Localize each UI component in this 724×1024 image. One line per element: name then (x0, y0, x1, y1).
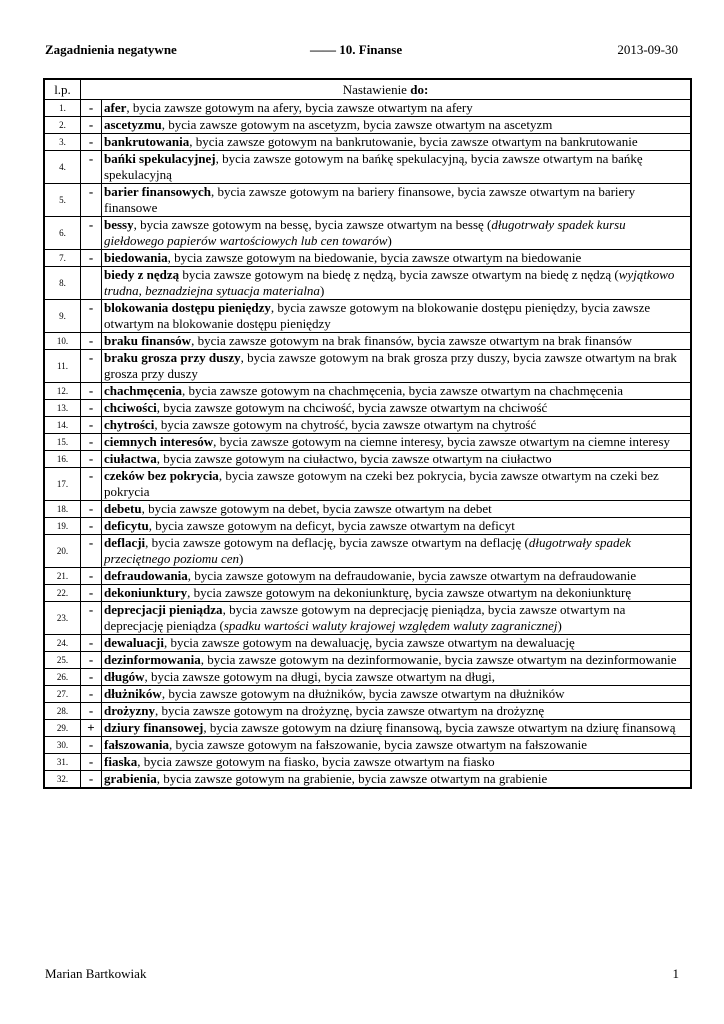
row-number: 2. (44, 117, 81, 134)
row-sign: - (81, 434, 102, 451)
table-row (44, 635, 691, 652)
table-row (44, 333, 691, 350)
row-term: dłużników (104, 686, 162, 701)
row-term: fiaska (104, 754, 138, 769)
row-number: 12. (44, 383, 81, 400)
row-number: 10. (44, 333, 81, 350)
row-number: 18. (44, 501, 81, 518)
row-description: , bycia zawsze gotowym na ascetyzm, bycia zawsze otwartym na ascetyzm (161, 117, 553, 132)
table-row (44, 383, 691, 400)
table-row (44, 602, 691, 635)
row-text (102, 518, 692, 535)
row-number: 26. (44, 669, 81, 686)
row-sign: - (81, 134, 102, 151)
table-row (44, 250, 691, 267)
row-term: długów (104, 669, 145, 684)
row-term: barier finansowych (104, 184, 212, 199)
row-text (102, 417, 692, 434)
row-description: , bycia zawsze gotowym na czeki bez pokrycia, bycia zawsze otwartym na czeki bez pokrycia (104, 468, 659, 499)
table-row (44, 117, 691, 134)
row-text (102, 468, 692, 501)
row-term: braku grosza przy duszy (104, 350, 241, 365)
table-row (44, 535, 691, 568)
row-number: 13. (44, 400, 81, 417)
row-number: 9. (44, 300, 81, 333)
row-text (102, 568, 692, 585)
table-header-row (44, 79, 691, 100)
row-sign: - (81, 400, 102, 417)
row-sign: + (81, 720, 102, 737)
table-row (44, 568, 691, 585)
row-sign: - (81, 737, 102, 754)
table-row (44, 134, 691, 151)
row-description: , bycia zawsze gotowym na deprecjację pieniądza, bycia zawsze otwartym na deprecjację pieniądza ( (104, 602, 626, 633)
table-row (44, 434, 691, 451)
row-term: czeków bez pokrycia (104, 468, 219, 483)
row-sign: - (81, 501, 102, 518)
row-term: grabienia (104, 771, 157, 786)
row-sign: - (81, 652, 102, 669)
row-term: drożyzny (104, 703, 156, 718)
row-description: , bycia zawsze gotowym na brak finansów, bycia zawsze otwartym na brak finansów (191, 333, 633, 348)
col-header-attitude (81, 79, 692, 100)
row-term: deflacji (104, 535, 146, 550)
row-text (102, 737, 692, 754)
row-description: , bycia zawsze gotowym na dłużników, bycia zawsze otwartym na dłużników (161, 686, 565, 701)
row-number: 23. (44, 602, 81, 635)
row-text (102, 669, 692, 686)
header-date: 2013-09-30 (617, 42, 678, 57)
table-row (44, 518, 691, 535)
row-number: 16. (44, 451, 81, 468)
row-sign: - (81, 686, 102, 703)
row-term: chachmęcenia (104, 383, 182, 398)
row-description: , bycia zawsze gotowym na dekoniunkturę, bycia zawsze otwartym na dekoniunkturę (187, 585, 632, 600)
table-row (44, 151, 691, 184)
row-number: 4. (44, 151, 81, 184)
row-number: 30. (44, 737, 81, 754)
row-number: 15. (44, 434, 81, 451)
row-note-close: ) (239, 551, 244, 566)
table-row (44, 754, 691, 771)
row-description: , bycia zawsze gotowym na bańkę spekulacyjną, bycia zawsze otwartym na bańkę spekulacyjną (104, 151, 643, 182)
table-row (44, 417, 691, 434)
row-text (102, 703, 692, 720)
row-sign: - (81, 300, 102, 333)
row-text (102, 300, 692, 333)
row-note-close: ) (319, 283, 325, 298)
row-text (102, 501, 692, 518)
row-term: chciwości (104, 400, 157, 415)
row-number: 3. (44, 134, 81, 151)
row-sign: - (81, 669, 102, 686)
row-number: 29. (44, 720, 81, 737)
table-row (44, 703, 691, 720)
row-number: 31. (44, 754, 81, 771)
row-text (102, 333, 692, 350)
row-sign: - (81, 333, 102, 350)
row-note-close: ) (387, 233, 392, 248)
row-description: , bycia zawsze gotowym na dziurę finansową, bycia zawsze otwartym na dziurę finansową (203, 720, 676, 735)
attitudes-table (43, 78, 692, 789)
row-term: ciemnych interesów (104, 434, 214, 449)
row-note: spadku wartości waluty krajowej względem waluty zagranicznej (223, 618, 558, 633)
row-number: 22. (44, 585, 81, 602)
row-number: 24. (44, 635, 81, 652)
row-description: , bycia zawsze gotowym na deflację, bycia zawsze otwartym na deflację ( (145, 535, 529, 550)
table-row (44, 451, 691, 468)
row-sign: - (81, 518, 102, 535)
row-description: , bycia zawsze gotowym na dezinformowanie, bycia zawsze otwartym na dezinformowanie (200, 652, 677, 667)
row-text (102, 400, 692, 417)
row-description: , bycia zawsze gotowym na chytrość, bycia zawsze otwartym na chytrość (154, 417, 537, 432)
row-description: , bycia zawsze gotowym na biedowanie, bycia zawsze otwartym na biedowanie (167, 250, 582, 265)
row-term: dewaluacji (104, 635, 164, 650)
row-text (102, 434, 692, 451)
row-number: 27. (44, 686, 81, 703)
row-description: , bycia zawsze gotowym na ciułactwo, bycia zawsze otwartym na ciułactwo (156, 451, 552, 466)
table-row (44, 501, 691, 518)
row-description: , bycia zawsze gotowym na fiasko, bycia zawsze otwartym na fiasko (137, 754, 495, 769)
row-text (102, 134, 692, 151)
footer-page-number: 1 (672, 966, 679, 981)
row-term: blokowania dostępu pieniędzy (104, 300, 271, 315)
table-row (44, 686, 691, 703)
row-sign: - (81, 703, 102, 720)
row-description: , bycia zawsze gotowym na bankrutowanie, bycia zawsze otwartym na bankrutowanie (189, 134, 638, 149)
row-sign: - (81, 602, 102, 635)
row-term: dekoniunktury (104, 585, 188, 600)
row-text (102, 184, 692, 217)
row-description: , bycia zawsze gotowym na chciwość, bycia zawsze otwartym na chciwość (156, 400, 548, 415)
row-sign: - (81, 100, 102, 117)
row-term: dezinformowania (104, 652, 201, 667)
row-description: , bycia zawsze gotowym na defraudowanie, bycia zawsze otwartym na defraudowanie (187, 568, 637, 583)
row-sign: - (81, 117, 102, 134)
row-sign: - (81, 635, 102, 652)
row-number: 17. (44, 468, 81, 501)
row-note: długotrwały spadek przeciętnego poziomu cen (104, 535, 632, 566)
row-sign: - (81, 535, 102, 568)
row-sign: - (81, 451, 102, 468)
footer-author: Marian Bartkowiak (45, 966, 147, 981)
row-sign: - (81, 585, 102, 602)
row-description: , bycia zawsze gotowym na ciemne interesy, bycia zawsze otwartym na ciemne interesy (213, 434, 671, 449)
row-number: 32. (44, 771, 81, 789)
row-text (102, 451, 692, 468)
row-text (102, 652, 692, 669)
row-sign: - (81, 350, 102, 383)
row-description: , bycia zawsze gotowym na afery, bycia zawsze otwartym na afery (126, 100, 473, 115)
row-description: , bycia zawsze gotowym na brak grosza przy duszy, bycia zawsze otwartym na brak grosza przy duszy (104, 350, 677, 381)
row-sign: - (81, 771, 102, 789)
row-number: 8. (44, 267, 81, 300)
row-description: , bycia zawsze gotowym na dewaluację, bycia zawsze otwartym na dewaluację (163, 635, 575, 650)
table-row (44, 400, 691, 417)
row-number: 21. (44, 568, 81, 585)
row-sign: - (81, 417, 102, 434)
row-number: 6. (44, 217, 81, 250)
row-term: ascetyzmu (104, 117, 162, 132)
row-term: afer (104, 100, 127, 115)
row-description: , bycia zawsze gotowym na bessę, bycia zawsze otwartym na bessę ( (133, 217, 492, 232)
row-note: wyjątkowo trudna, beznadziejna sytuacja materialna (104, 267, 675, 298)
row-term: biedowania (104, 250, 168, 265)
row-term: fałszowania (104, 737, 169, 752)
row-text (102, 350, 692, 383)
row-text (102, 720, 692, 737)
row-sign: - (81, 568, 102, 585)
row-text (102, 151, 692, 184)
row-term: debetu (104, 501, 142, 516)
table-row (44, 217, 691, 250)
row-number: 19. (44, 518, 81, 535)
row-term: bańki spekulacyjnej (104, 151, 216, 166)
row-sign: - (81, 754, 102, 771)
row-text (102, 754, 692, 771)
row-number: 14. (44, 417, 81, 434)
row-description: , bycia zawsze gotowym na debet, bycia zawsze otwartym na debet (141, 501, 492, 516)
row-description: , bycia zawsze gotowym na chachmęcenia, bycia zawsze otwartym na chachmęcenia (181, 383, 624, 398)
row-sign: - (81, 468, 102, 501)
row-term: deficytu (104, 518, 149, 533)
row-term: ciułactwa (104, 451, 157, 466)
table-row (44, 720, 691, 737)
row-text (102, 771, 692, 789)
row-text (102, 585, 692, 602)
row-term: bessy (104, 217, 134, 232)
row-text (102, 383, 692, 400)
row-description: , bycia zawsze gotowym na drożyznę, bycia zawsze otwartym na drożyznę (155, 703, 545, 718)
row-number: 25. (44, 652, 81, 669)
header-section-title: Zagadnienia negatywne (45, 42, 177, 57)
col-header-lp: l.p. (44, 79, 81, 100)
table-row (44, 652, 691, 669)
row-number: 11. (44, 350, 81, 383)
table-row (44, 468, 691, 501)
table-row (44, 585, 691, 602)
col-header-attitude-prefix: Nastawienie (342, 82, 411, 97)
row-number: 28. (44, 703, 81, 720)
row-text (102, 267, 692, 300)
row-text (102, 100, 692, 117)
col-header-attitude-bold: do: (410, 82, 429, 97)
row-note-close: ) (557, 618, 562, 633)
table-body (44, 100, 691, 789)
table-row (44, 669, 691, 686)
table-row (44, 300, 691, 333)
table-row (44, 771, 691, 789)
row-sign: - (81, 184, 102, 217)
row-sign: - (81, 217, 102, 250)
row-text (102, 535, 692, 568)
row-description: , bycia zawsze gotowym na długi, bycia zawsze otwartym na długi, (144, 669, 495, 684)
table-row (44, 350, 691, 383)
row-text (102, 117, 692, 134)
table-row (44, 184, 691, 217)
header-chapter-title: —— 10. Finanse (310, 42, 403, 57)
row-sign: - (81, 383, 102, 400)
row-description: , bycia zawsze gotowym na grabienie, bycia zawsze otwartym na grabienie (156, 771, 548, 786)
row-term: dziury finansowej (104, 720, 204, 735)
row-text (102, 686, 692, 703)
table-row (44, 100, 691, 117)
table-row (44, 267, 691, 300)
row-term: braku finansów (104, 333, 192, 348)
row-text (102, 602, 692, 635)
row-number: 5. (44, 184, 81, 217)
row-description: , bycia zawsze gotowym na fałszowanie, bycia zawsze otwartym na fałszowanie (169, 737, 587, 752)
row-term: deprecjacji pieniądza (104, 602, 223, 617)
row-number: 7. (44, 250, 81, 267)
row-description: , bycia zawsze gotowym na bariery finansowe, bycia zawsze otwartym na bariery finansowe (104, 184, 636, 215)
row-term: chytrości (104, 417, 155, 432)
row-note: długotrwały spadek kursu giełdowego papierów wartościowych lub cen towarów (104, 217, 626, 248)
row-term: defraudowania (104, 568, 188, 583)
row-description: , bycia zawsze gotowym na blokowanie dostępu pieniędzy, bycia zawsze otwartym na blokowanie dostępu pieniędzy (104, 300, 651, 331)
row-sign: - (81, 151, 102, 184)
row-text (102, 217, 692, 250)
row-text (102, 250, 692, 267)
table-row (44, 737, 691, 754)
row-text (102, 635, 692, 652)
row-description: , bycia zawsze gotowym na deficyt, bycia zawsze otwartym na deficyt (148, 518, 515, 533)
row-number: 1. (44, 100, 81, 117)
row-sign: - (81, 250, 102, 267)
row-term: biedy z nędzą (104, 267, 180, 282)
row-sign (81, 267, 102, 300)
row-term: bankrutowania (104, 134, 190, 149)
row-description: bycia zawsze gotowym na biedę z nędzą, bycia zawsze otwartym na biedę z nędzą ( (179, 267, 619, 282)
row-number: 20. (44, 535, 81, 568)
